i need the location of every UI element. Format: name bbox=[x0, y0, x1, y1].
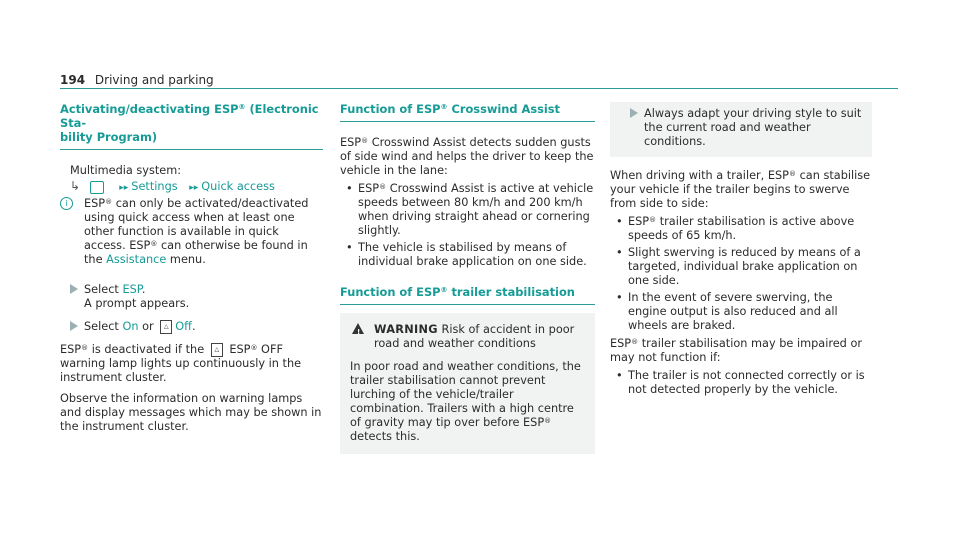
tip-step: Always adapt your driving style to suit the current road and weather conditions. bbox=[620, 107, 862, 149]
section-heading-crosswind: Function of ESP® Crosswind Assist bbox=[340, 102, 561, 116]
column-2 bbox=[340, 102, 595, 454]
crosswind-list bbox=[340, 182, 595, 269]
off-option[interactable]: Off bbox=[175, 320, 192, 333]
step-arrow-icon bbox=[630, 108, 638, 118]
step-arrow-icon bbox=[70, 284, 78, 294]
section-heading-activating-esp: Activating/deactivating ESP® (Electronic Sta- bility Program) bbox=[60, 102, 319, 144]
double-chevron-icon: ▸▸ bbox=[119, 183, 129, 193]
trailer-intro: When driving with a trailer, ESP® can stabilise your vehicle if the trailer begins to swerve from side to side: bbox=[610, 169, 871, 210]
esp-off-icon: △ bbox=[160, 320, 172, 334]
page-header bbox=[60, 73, 214, 87]
step-arrow-icon bbox=[70, 321, 78, 331]
warning-icon: ! bbox=[352, 323, 364, 334]
impairment-list bbox=[610, 369, 872, 397]
section-rule bbox=[340, 304, 595, 305]
on-option[interactable]: On bbox=[122, 320, 139, 333]
menu-settings[interactable]: Settings bbox=[131, 180, 178, 193]
assistance-menu-link[interactable]: Assistance bbox=[106, 253, 167, 266]
section-heading-trailer: Function of ESP® trailer stabilisation bbox=[340, 285, 575, 299]
list-item: • The vehicle is stabilised by means of individual brake application on one side. bbox=[346, 241, 587, 268]
trailer-list bbox=[610, 215, 872, 333]
impairment-intro: ESP® trailer stabilisation may be impaired or may not function if: bbox=[610, 337, 862, 364]
step-select-on-off: Select On or △ Off. bbox=[60, 320, 323, 334]
column-1 bbox=[60, 102, 323, 434]
tip-box bbox=[610, 102, 872, 157]
path-start-icon: ↳ bbox=[70, 179, 81, 193]
warning-text: In poor road and weather conditions, the trailer stabilisation cannot prevent lurching of the vehicle/trailer combination. Trailers with a high centre of gravity may tip over before ESP® detects this. bbox=[350, 360, 581, 443]
section-rule bbox=[340, 121, 595, 122]
list-item: • In the event of severe swerving, the engine output is also reduced and all wheels are braked. bbox=[616, 291, 838, 332]
esp-off-icon: △ bbox=[211, 343, 223, 357]
esp-option[interactable]: ESP bbox=[122, 283, 142, 296]
menu-path bbox=[60, 179, 323, 195]
paragraph-observe: Observe the information on warning lamps and display messages which may be shown in the instrument cluster. bbox=[60, 392, 322, 433]
menu-quick-access[interactable]: Quick access bbox=[201, 180, 275, 193]
page-header-title: Driving and parking bbox=[94, 73, 214, 87]
multimedia-label: Multimedia system: bbox=[70, 164, 182, 177]
home-icon[interactable] bbox=[90, 181, 104, 194]
list-item: • ESP® trailer stabilisation is active above speeds of 65 km/h. bbox=[616, 215, 855, 242]
section-rule bbox=[60, 149, 323, 150]
step-select-esp: Select ESP. A prompt appears. bbox=[60, 283, 323, 311]
paragraph-esp-deactivated: ESP® is deactivated if the △ ESP® OFF warning lamp lights up continuously in the instrument cluster. bbox=[60, 343, 302, 384]
list-item: • ESP® Crosswind Assist is active at vehicle speeds between 80 km/h and 200 km/h when driving straight ahead or cornering slightly. bbox=[346, 182, 594, 237]
info-note: i ESP® can only be activated/deactivated using quick access when at least one other function is available in quick access. ESP® can otherwise be found in the Assistance menu. bbox=[60, 197, 323, 267]
list-item: • The trailer is not connected correctly or is not detected properly by the vehicle. bbox=[616, 369, 865, 396]
double-chevron-icon: ▸▸ bbox=[189, 183, 199, 193]
info-icon: i bbox=[60, 197, 73, 210]
header-rule bbox=[60, 88, 898, 89]
list-item: • Slight swerving is reduced by means of a targeted, individual brake application on one side. bbox=[616, 246, 861, 287]
warning-heading: ! WARNING Risk of accident in poor road and weather conditions bbox=[350, 323, 585, 351]
page-number: 194 bbox=[60, 73, 86, 87]
crosswind-intro: ESP® Crosswind Assist detects sudden gusts of side wind and helps the driver to keep the vehicle in the lane: bbox=[340, 136, 594, 177]
warning-box bbox=[340, 313, 595, 454]
column-3 bbox=[610, 102, 872, 400]
